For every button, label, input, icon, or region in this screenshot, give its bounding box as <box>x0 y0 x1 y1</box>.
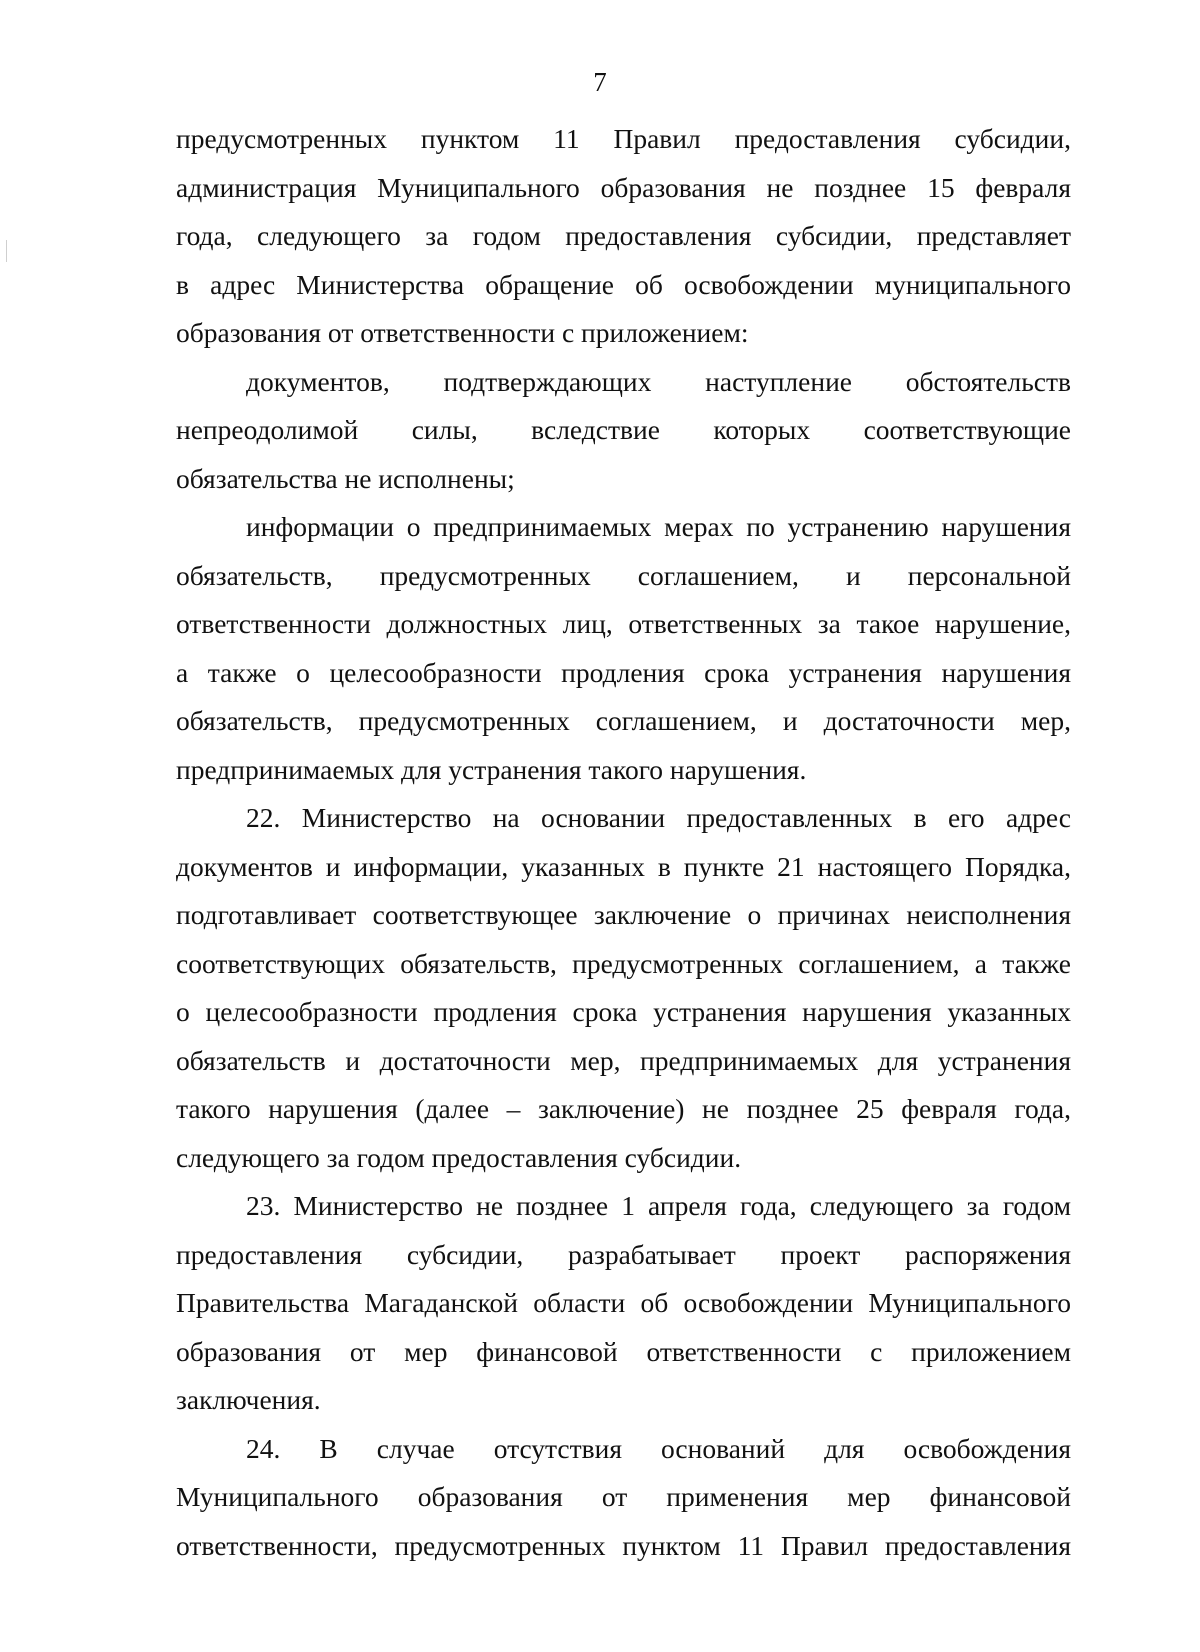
text-line: администрация Муниципального образования не позднее 15 февраля <box>176 171 1071 203</box>
text-line: такого нарушения (далее – заключение) не позднее 25 февраля года, <box>176 1093 1071 1124</box>
page-number: 7 <box>593 67 607 97</box>
text-line: обязательств, предусмотренных соглашением, и персональной <box>176 559 1071 591</box>
text-line: ответственности должностных лиц, ответственных за такое нарушение, <box>176 608 1071 639</box>
paragraph <box>176 794 1071 1182</box>
text-line: документов и информации, указанных в пункте 21 настоящего Порядка, <box>176 850 1071 882</box>
paragraph <box>176 1425 1071 1571</box>
text-line: Правительства Магаданской области об освобождении Муниципального <box>176 1287 1071 1318</box>
text-line: 22. Министерство на основании предоставленных в его адрес <box>246 802 1071 833</box>
text-line: о целесообразности продления срока устранения нарушения указанных <box>176 996 1071 1027</box>
text-line: Муниципального образования от применения мер финансовой <box>176 1481 1071 1512</box>
text-line: обязательств, предусмотренных соглашением, и достаточности мер, <box>176 705 1071 736</box>
text-line: заключения. <box>176 1384 321 1415</box>
text-line: обязательства не исполнены; <box>176 462 515 494</box>
text-line: документов, подтверждающих наступление обстоятельств <box>246 365 1071 397</box>
text-line: образования от мер финансовой ответственности с приложением <box>176 1335 1071 1367</box>
text-line: подготавливает соответствующее заключение о причинах неисполнения <box>176 899 1071 930</box>
text-line: ответственности, предусмотренных пунктом 11 Правил предоставления <box>176 1529 1071 1561</box>
text-line: информации о предпринимаемых мерах по устранению нарушения <box>246 511 1071 542</box>
text-line: года, следующего за годом предоставления субсидии, представляет <box>176 220 1071 251</box>
document-body <box>176 115 1071 1570</box>
text-line: а также о целесообразности продления срока устранения нарушения <box>176 656 1071 688</box>
paragraph <box>176 1182 1071 1425</box>
text-line: в адрес Министерства обращение об освобождении муниципального <box>176 268 1071 300</box>
text-line: следующего за годом предоставления субсидии. <box>176 1141 742 1173</box>
paragraph <box>176 503 1071 794</box>
text-line: обязательств и достаточности мер, предпринимаемых для устранения <box>176 1044 1071 1076</box>
text-line: предусмотренных пунктом 11 Правил предоставления субсидии, <box>176 123 1071 154</box>
paragraph <box>176 115 1071 358</box>
text-line: 24. В случае отсутствия оснований для освобождения <box>246 1432 1071 1464</box>
text-line: предпринимаемых для устранения такого нарушения. <box>176 753 807 785</box>
text-line: образования от ответственности с приложением: <box>176 317 749 348</box>
paragraph <box>176 358 1071 504</box>
text-line: предоставления субсидии, разрабатывает проект распоряжения <box>176 1238 1071 1270</box>
text-line: 23. Министерство не позднее 1 апреля года, следующего за годом <box>246 1190 1071 1221</box>
text-line: соответствующих обязательств, предусмотренных соглашением, а также <box>176 947 1071 979</box>
text-line: непреодолимой силы, вследствие которых соответствующие <box>176 414 1071 445</box>
scan-edge-mark <box>6 240 7 262</box>
